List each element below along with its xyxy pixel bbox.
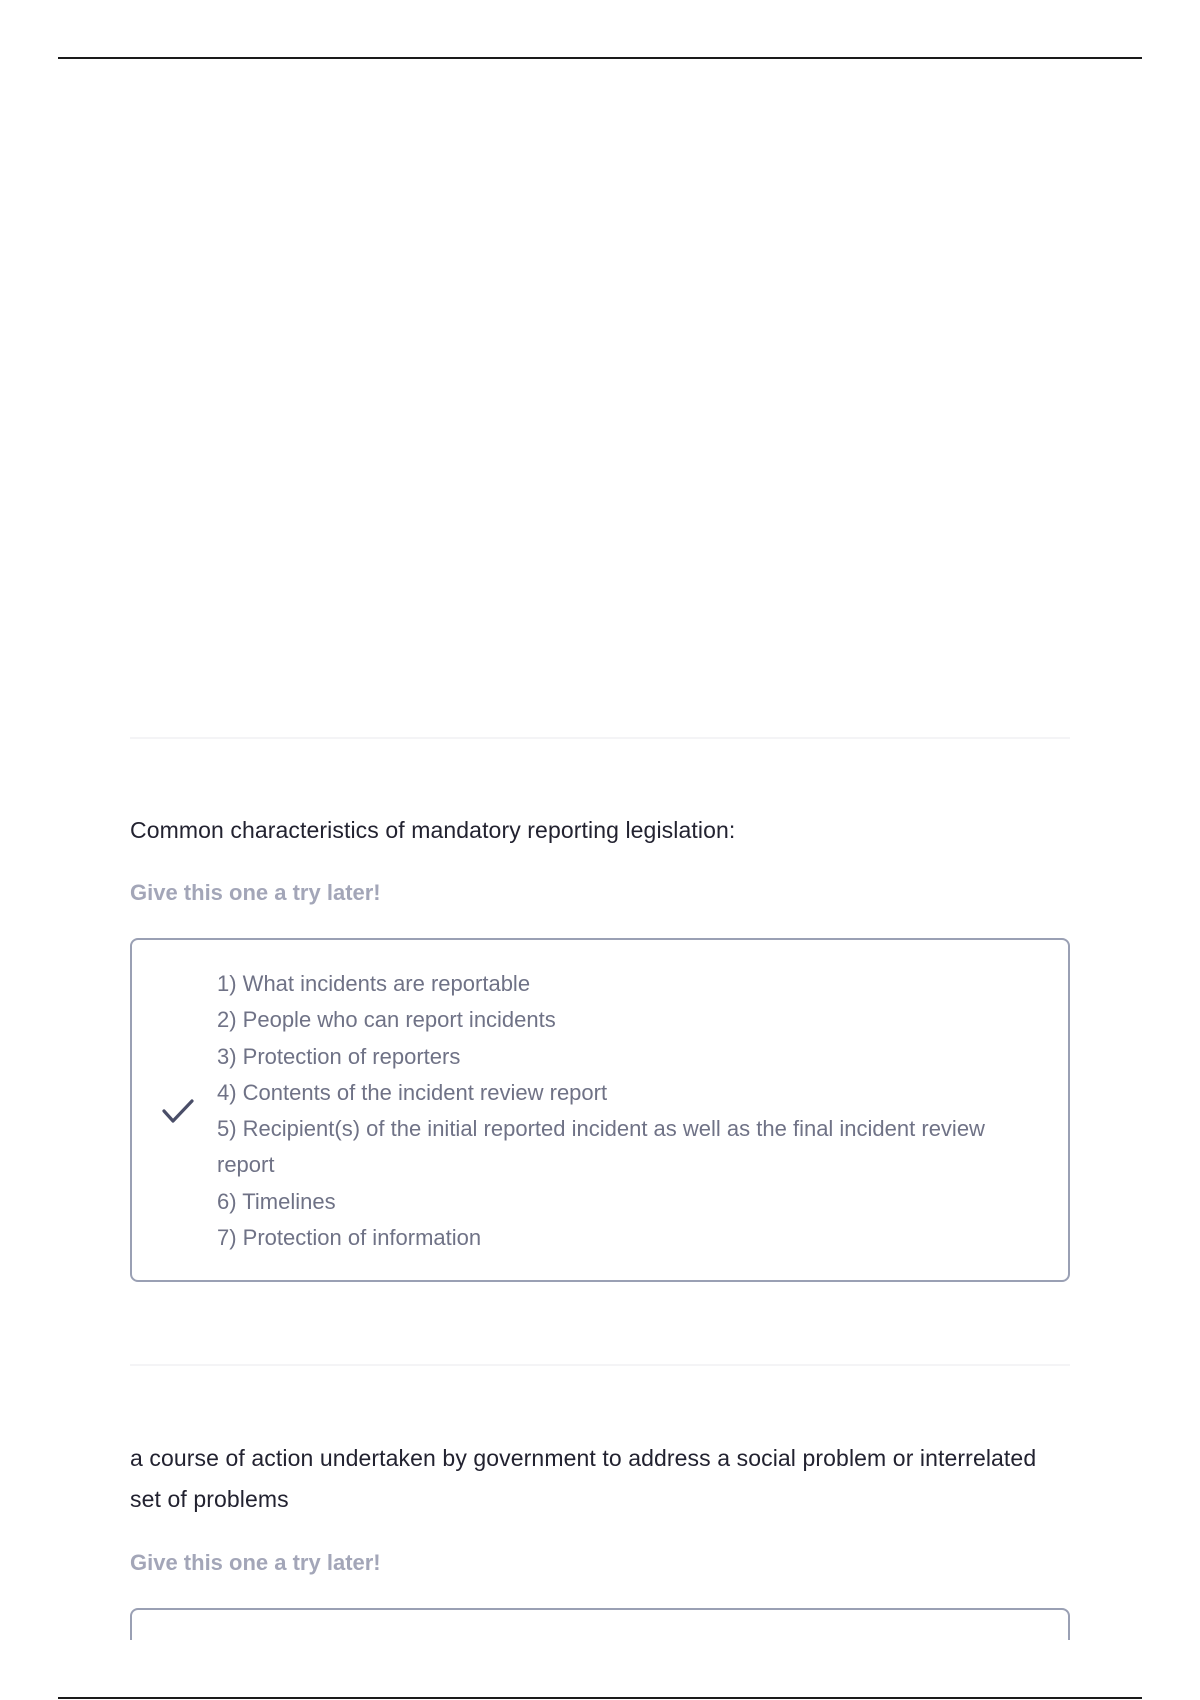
answer-line: 4) Contents of the incident review report — [217, 1079, 608, 1105]
answer-line: 3) Protection of reporters — [217, 1043, 461, 1069]
try-later-hint: Give this one a try later! — [130, 1550, 381, 1575]
answer-line: 2) People who can report incidents — [217, 1007, 556, 1033]
answer-line: 6) Timelines — [217, 1188, 336, 1214]
flashcard-2 — [130, 1438, 1070, 1668]
bottom-rule — [58, 1697, 1142, 1699]
check-icon — [160, 1096, 196, 1126]
flashcard-1 — [130, 810, 1070, 1282]
answer-line: 1) What incidents are reportable — [217, 971, 531, 996]
question-prompt: a course of action undertaken by government to address a social problem or interrelated set of problems — [130, 1445, 1037, 1512]
section-divider — [130, 737, 1070, 739]
answer-line: 7) Protection of information — [217, 1225, 482, 1251]
answer-list — [217, 966, 1037, 1256]
section-divider — [130, 1364, 1070, 1366]
top-rule — [58, 57, 1142, 59]
page-footer-margin — [0, 1640, 1200, 1696]
answer-box[interactable] — [130, 938, 1070, 1282]
try-later-hint: Give this one a try later! — [130, 880, 381, 905]
question-prompt: Common characteristics of mandatory reporting legislation: — [130, 817, 736, 843]
answer-line: 5) Recipient(s) of the initial reported incident as well as the final incident review report — [217, 1116, 985, 1178]
